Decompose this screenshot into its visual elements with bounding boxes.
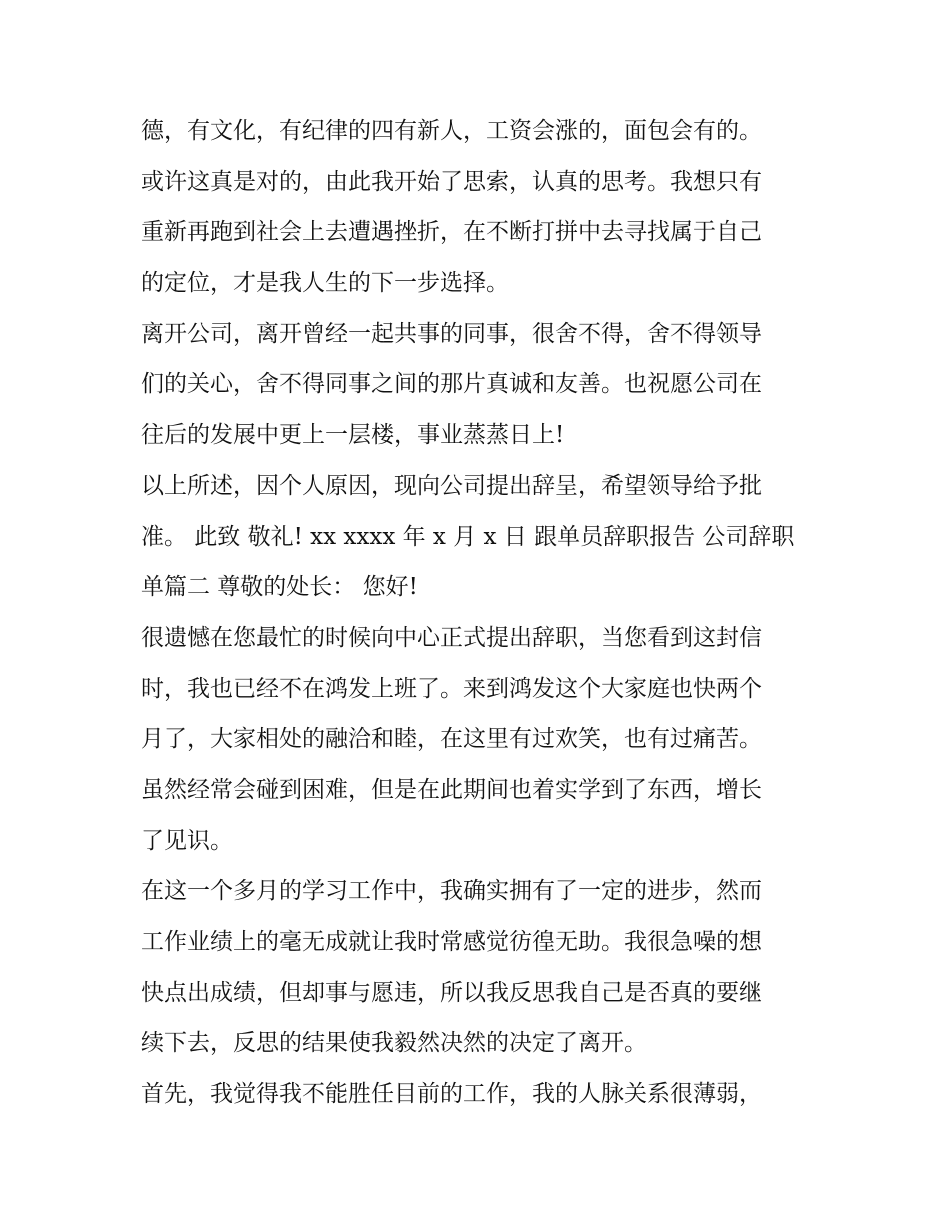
text-line: 续下去，反思的结果使我毅然决然的决定了离开。 <box>141 1030 647 1057</box>
text-line: 单篇二 尊敬的处长： 您好! <box>141 574 418 601</box>
text-line: 虽然经常会碰到困难，但是在此期间也着实学到了东西，增长 <box>141 776 762 803</box>
text-line: 离开公司，离开曾经一起共事的同事，很舍不得，舍不得领导 <box>141 320 762 347</box>
text-line: 了见识。 <box>141 827 233 854</box>
text-line: 准。 此致 敬礼! xx xxxx 年 x 月 x 日 跟单员辞职报告 公司辞职 <box>141 523 795 550</box>
body-text <box>141 106 813 1120</box>
text-line: 工作业绩上的毫无成就让我时常感觉彷徨无助。我很急噪的想 <box>141 929 762 955</box>
text-line: 往后的发展中更上一层楼，事业蒸蒸日上! <box>141 422 565 449</box>
text-line: 首先，我觉得我不能胜任目前的工作，我的人脉关系很薄弱， <box>141 1081 762 1108</box>
text-line: 在这一个多月的学习工作中，我确实拥有了一定的进步，然而 <box>141 878 762 905</box>
text-line: 快点出成绩，但却事与愿违，所以我反思我自己是否真的要继 <box>141 979 762 1006</box>
text-line: 们的关心，舍不得同事之间的那片真诚和友善。也祝愿公司在 <box>141 371 762 398</box>
text-line: 的定位，才是我人生的下一步选择。 <box>141 270 509 297</box>
text-line: 很遗憾在您最忙的时候向中心正式提出辞职，当您看到这封信 <box>141 624 762 651</box>
text-line: 德，有文化，有纪律的四有新人，工资会涨的，面包会有的。 <box>141 118 762 144</box>
text-line: 时，我也已经不在鸿发上班了。来到鸿发这个大家庭也快两个 <box>141 675 762 702</box>
text-line: 重新再跑到社会上去遭遇挫折，在不断打拼中去寻找属于自己 <box>141 219 762 246</box>
text-line: 月了，大家相处的融洽和睦，在这里有过欢笑，也有过痛苦。 <box>141 726 762 753</box>
text-line: 或许这真是对的，由此我开始了思索，认真的思考。我想只有 <box>141 168 762 195</box>
text-line: 以上所述，因个人原因，现向公司提出辞呈，希望领导给予批 <box>141 472 762 499</box>
